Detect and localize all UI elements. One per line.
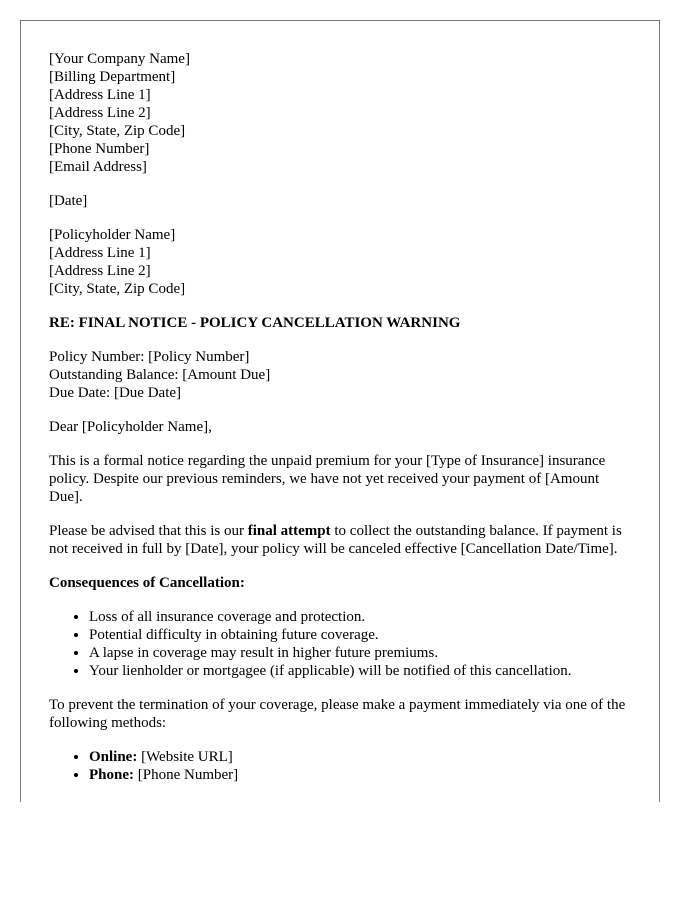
payment-methods-list	[49, 748, 631, 784]
recipient-city-state-zip: [City, State, Zip Code]	[49, 281, 186, 297]
payment-method-value: [Website URL]	[137, 749, 233, 765]
recipient-address-line-1: [Address Line 1]	[49, 245, 151, 261]
sender-department: [Billing Department]	[49, 69, 176, 85]
list-item: • Potential difficulty in obtaining future coverage.	[89, 626, 631, 644]
consequences-heading: Consequences of Cancellation:	[49, 575, 245, 591]
letter-page	[20, 20, 660, 802]
list-item: • Your lienholder or mortgagee (if applicable) will be notified of this cancellation.	[89, 662, 631, 680]
policy-number: Policy Number: [Policy Number]	[49, 349, 250, 365]
list-item	[89, 748, 631, 766]
outstanding-balance: Outstanding Balance: [Amount Due]	[49, 367, 271, 383]
list-item	[89, 766, 631, 784]
final-attempt-emphasis: final attempt	[247, 523, 331, 539]
recipient-name: [Policyholder Name]	[49, 227, 176, 243]
payment-method-label: Online:	[89, 749, 138, 765]
recipient-address-block	[49, 226, 631, 298]
list-item: • Loss of all insurance coverage and protection.	[89, 608, 631, 626]
paragraph-unpaid-premium: This is a formal notice regarding the unpaid premium for your [Type of Insurance] insurance policy. Despite our previous reminders, we have not yet received your payment of [Amount Due].	[49, 453, 606, 505]
sender-address-line-1: [Address Line 1]	[49, 87, 151, 103]
paragraph-final-attempt	[49, 522, 631, 558]
payment-method-value: [Phone Number]	[134, 767, 239, 783]
sender-phone: [Phone Number]	[49, 141, 150, 157]
sender-city-state-zip: [City, State, Zip Code]	[49, 123, 186, 139]
list-item: • A lapse in coverage may result in higher future premiums.	[89, 644, 631, 662]
sender-email: [Email Address]	[49, 159, 147, 175]
policy-details	[49, 348, 631, 402]
recipient-address-line-2: [Address Line 2]	[49, 263, 151, 279]
sender-company: [Your Company Name]	[49, 51, 190, 67]
final-attempt-text-before: Please be advised that this is our	[49, 523, 248, 539]
letter-date	[49, 192, 631, 210]
subject-line: RE: FINAL NOTICE - POLICY CANCELLATION WARNING	[49, 315, 461, 331]
due-date: Due Date: [Due Date]	[49, 385, 182, 401]
sender-address-line-2: [Address Line 2]	[49, 105, 151, 121]
final-attempt-text-after: to collect the outstanding balance. If payment is not received in full by [Date], your policy will be canceled effective [Cancellation Date/Time].	[49, 523, 622, 557]
payment-method-label: Phone:	[89, 767, 134, 783]
paragraph-payment-instructions: To prevent the termination of your coverage, please make a payment immediately via one of the following methods:	[49, 697, 626, 731]
salutation: Dear [Policyholder Name],	[49, 419, 212, 435]
date-text: [Date]	[49, 193, 88, 209]
sender-address-block	[49, 50, 631, 176]
consequences-list	[49, 608, 631, 680]
